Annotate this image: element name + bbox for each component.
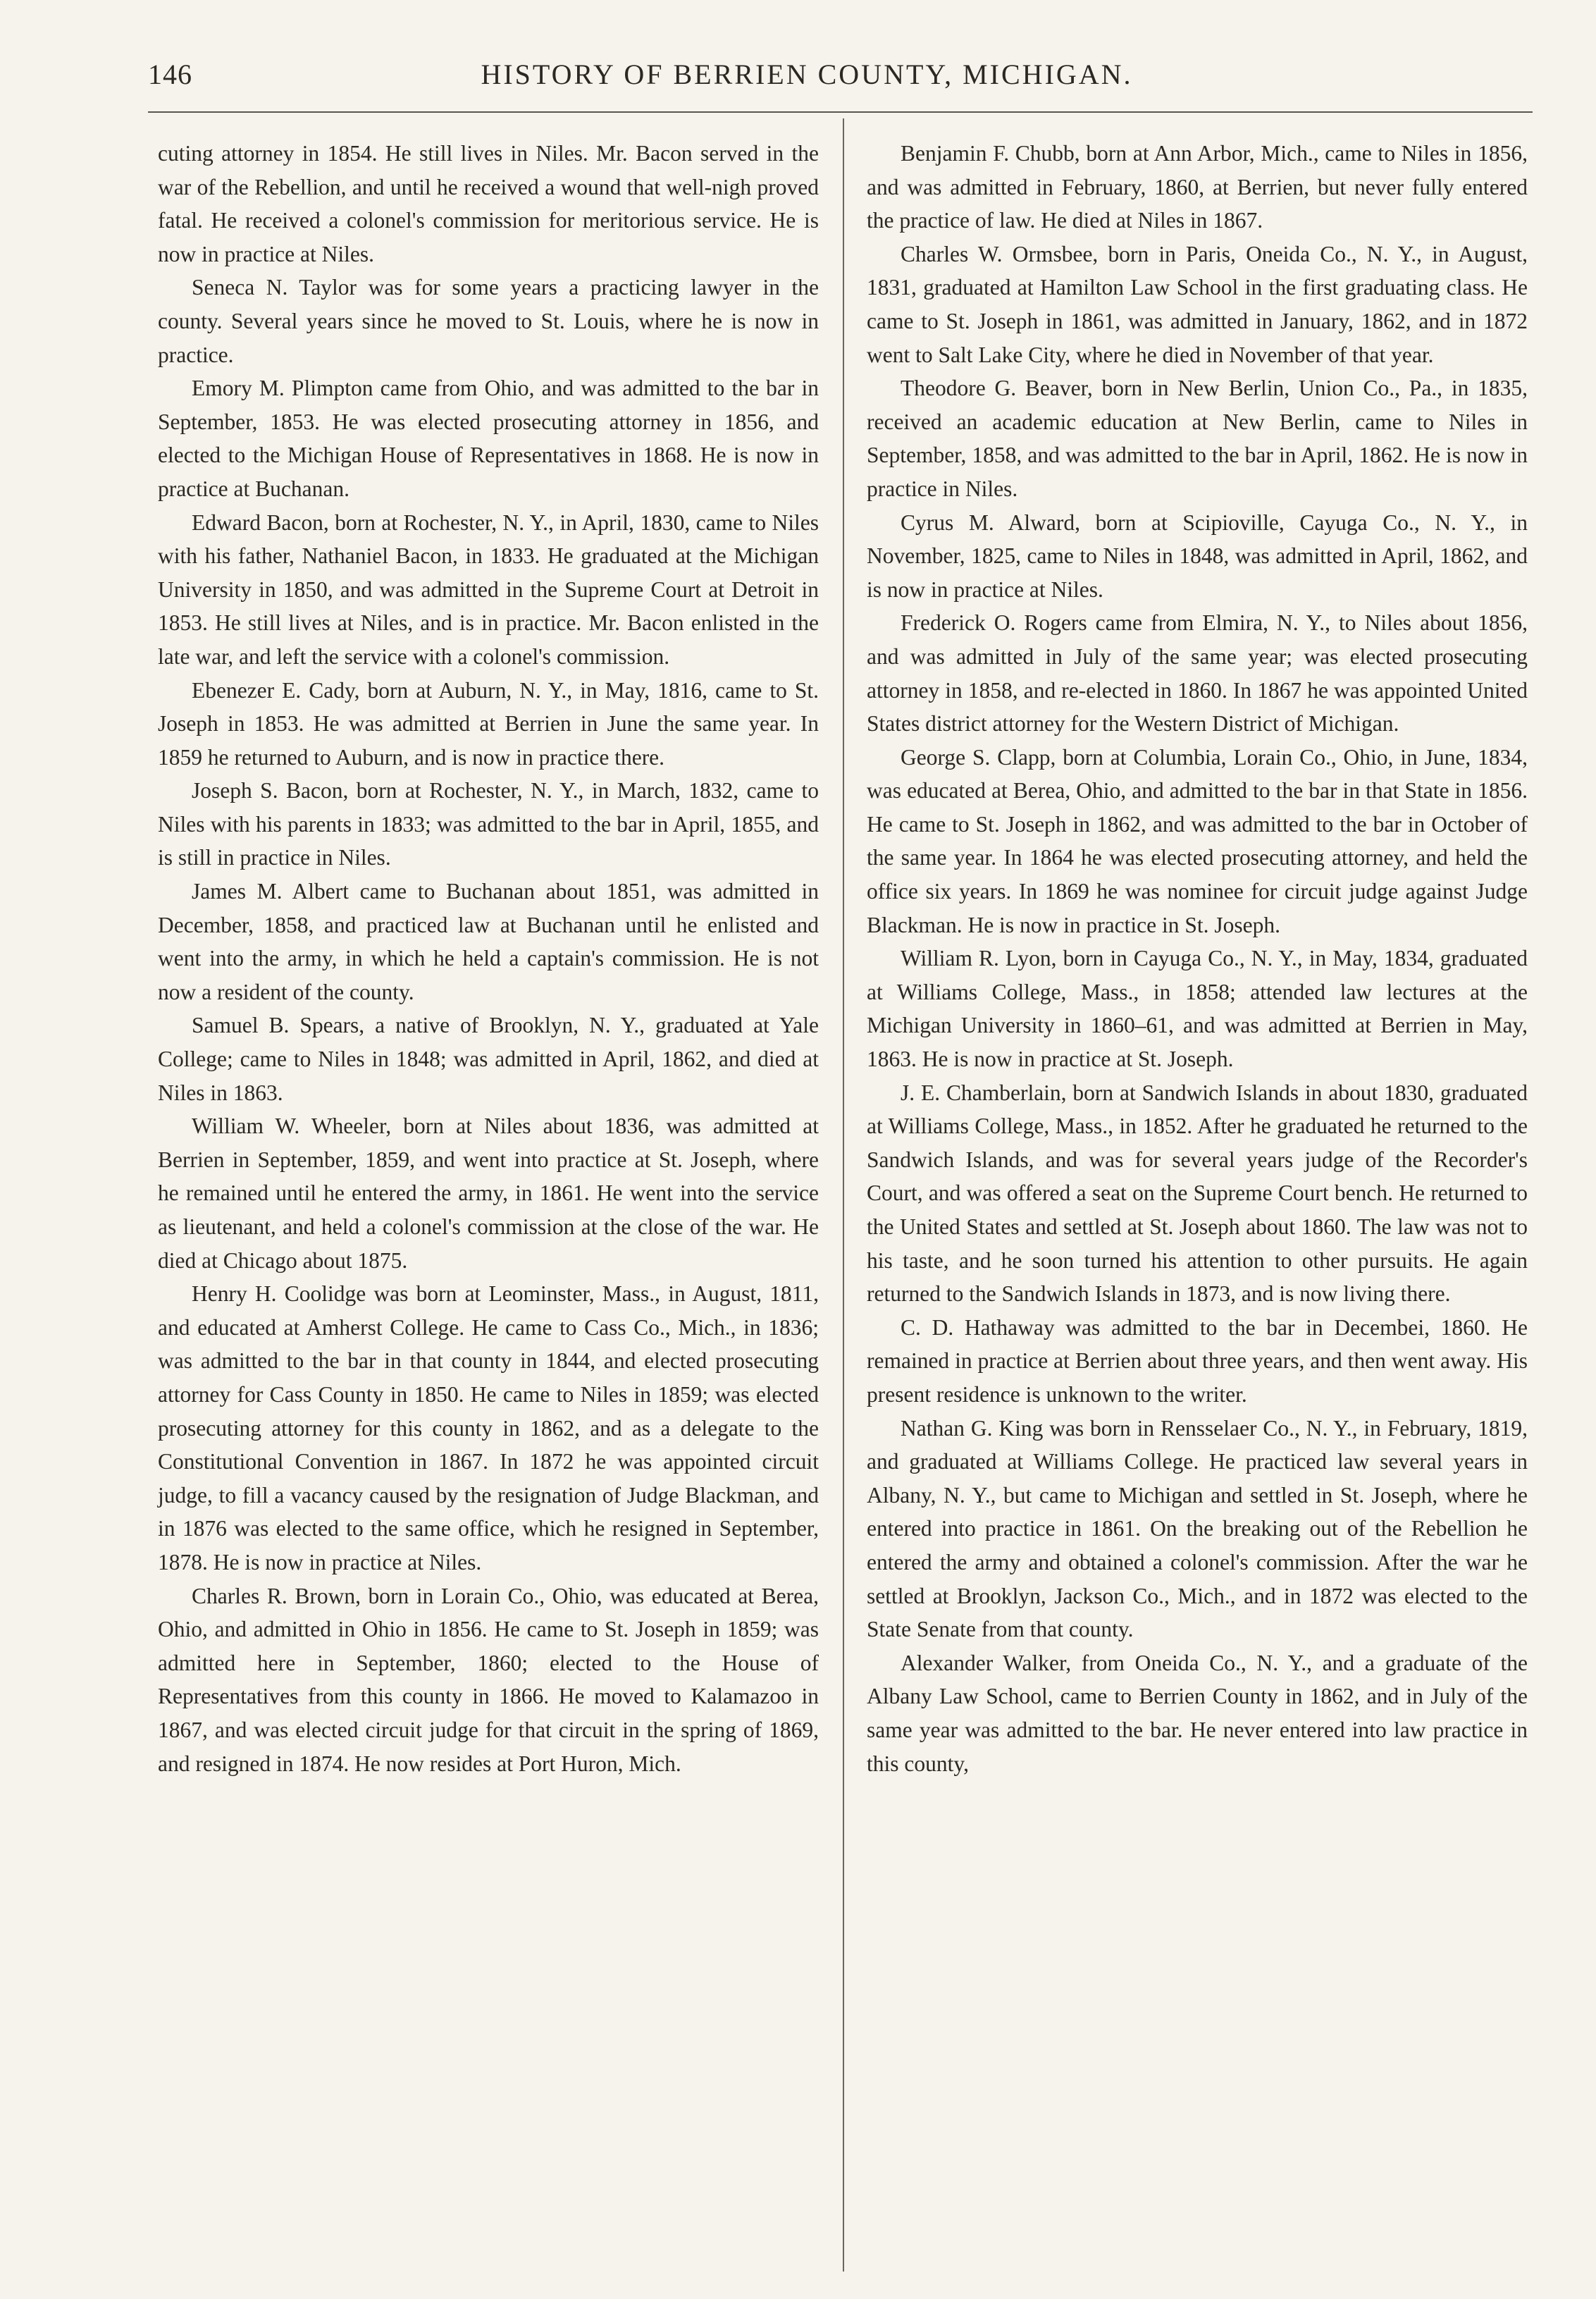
- paragraph: C. D. Hathaway was admitted to the bar in Decembei, 1860. He remained in practice at Berrien about three years, and then went away. His present residence is unknown to the writer.: [867, 1314, 1528, 1407]
- paragraph: Seneca N. Taylor was for some years a practicing lawyer in the county. Several years since he moved to St. Louis, where he is now in practice.: [158, 275, 819, 367]
- paragraph: James M. Albert came to Buchanan about 1851, was admitted in December, 1858, and practiced law at Buchanan until he enlisted and went into the army, in which he held a captain's commission. He is not now a resident of the county.: [158, 879, 819, 1004]
- running-title: HISTORY OF BERRIEN COUNTY, MICHIGAN.: [481, 58, 1133, 90]
- paragraph: J. E. Chamberlain, born at Sandwich Islands in about 1830, graduated at Williams College, Mass., in 1852. After he graduated he returned to the Sandwich Islands, and was for several years judge of the Recorder's Court, and was offered a seat on the Supreme Court bench. He returned to the United States and settled at St. Joseph about 1860. The law was not to his taste, and he soon turned his attention to other pursuits. He again returned to the Sandwich Islands in 1873, and is now living there.: [867, 1080, 1528, 1307]
- paragraph: Theodore G. Beaver, born in New Berlin, Union Co., Pa., in 1835, received an academic education at New Berlin, came to Niles in September, 1858, and was admitted to the bar in April, 1862. He is now in practice in Niles.: [867, 376, 1528, 501]
- paragraph: Frederick O. Rogers came from Elmira, N. Y., to Niles about 1856, and was admitted in July of the same year; was elected prosecuting attorney in 1858, and re-elected in 1860. In 1867 he was appointed United States district attorney for the Western District of Michigan.: [867, 610, 1528, 736]
- paragraph: Emory M. Plimpton came from Ohio, and was admitted to the bar in September, 1853. He was elected prosecuting attorney in 1856, and elected to the Michigan House of Representatives in 1868. He is now in practice at Buchanan.: [158, 376, 819, 501]
- paragraph: Samuel B. Spears, a native of Brooklyn, N. Y., graduated at Yale College; came to Niles in 1848; was admitted in April, 1862, and died at Niles in 1863.: [158, 1013, 819, 1105]
- page-header: [148, 58, 1466, 107]
- paragraph: cuting attorney in 1854. He still lives in Niles. Mr. Bacon served in the war of the Rebellion, and until he received a wound that well-nigh proved fatal. He received a colonel's commission for meritorious service. He is now in practice at Niles.: [158, 141, 819, 266]
- paragraph: Edward Bacon, born at Rochester, N. Y., in April, 1830, came to Niles with his father, Nathaniel Bacon, in 1833. He graduated at the Michigan University in 1850, and was admitted in the Supreme Court at Detroit in 1853. He still lives at Niles, and is in practice. Mr. Bacon enlisted in the late war, and left the service with a colonel's commission.: [158, 510, 819, 669]
- paragraph: Charles R. Brown, born in Lorain Co., Ohio, was educated at Berea, Ohio, and admitted in Ohio in 1856. He came to St. Joseph in 1859; was admitted here in September, 1860; elected to the House of Representatives from this county in 1866. He moved to Kalamazoo in 1867, and was elected circuit judge for that circuit in the spring of 1869, and resigned in 1874. He now resides at Port Huron, Mich.: [158, 1583, 819, 1776]
- page-number: 146: [148, 58, 192, 90]
- left-column: [158, 137, 819, 1780]
- paragraph: Henry H. Coolidge was born at Leominster, Mass., in August, 1811, and educated at Amherst College. He came to Cass Co., Mich., in 1836; was admitted to the bar in that county in 1844, and elected prosecuting attorney for Cass County in 1850. He came to Niles in 1859; was elected prosecuting attorney for this county in 1862, and as a delegate to the Constitutional Convention in 1867. In 1872 he was appointed circuit judge, to fill a vacancy caused by the resignation of Judge Blackman, and in 1876 was elected to the same office, which he resigned in September, 1878. He is now in practice at Niles.: [158, 1281, 819, 1574]
- paragraph: Cyrus M. Alward, born at Scipioville, Cayuga Co., N. Y., in November, 1825, came to Niles in 1848, was admitted in April, 1862, and is now in practice at Niles.: [867, 510, 1528, 602]
- paragraph: Charles W. Ormsbee, born in Paris, Oneida Co., N. Y., in August, 1831, graduated at Hamilton Law School in the first graduating class. He came to St. Joseph in 1861, was admitted in January, 1862, and in 1872 went to Salt Lake City, where he died in November of that year.: [867, 241, 1528, 367]
- paragraph: William R. Lyon, born in Cayuga Co., N. Y., in May, 1834, graduated at Williams College, Mass., in 1858; attended law lectures at the Michigan University in 1860–61, and was admitted at Berrien in May, 1863. He is now in practice at St. Joseph.: [867, 946, 1528, 1072]
- paragraph: Nathan G. King was born in Rensselaer Co., N. Y., in February, 1819, and graduated at Williams College. He practiced law several years in Albany, N. Y., but came to Michigan and settled in St. Joseph, where he entered into practice in 1861. On the breaking out of the Rebellion he entered the army and obtained a colonel's commission. After the war he settled at Brooklyn, Jackson Co., Mich., and in 1872 was elected to the State Senate from that county.: [867, 1415, 1528, 1642]
- paragraph: George S. Clapp, born at Columbia, Lorain Co., Ohio, in June, 1834, was educated at Berea, Ohio, and admitted to the bar in that State in 1856. He came to St. Joseph in 1862, and was admitted to the bar in October of the same year. In 1864 he was elected prosecuting attorney, and held the office six years. In 1869 he was nominee for circuit judge against Judge Blackman. He is now in practice in St. Joseph.: [867, 744, 1528, 937]
- header-rule: [148, 111, 1533, 113]
- paragraph: Benjamin F. Chubb, born at Ann Arbor, Mich., came to Niles in 1856, and was admitted in February, 1860, at Berrien, but never fully entered the practice of law. He died at Niles in 1867.: [867, 141, 1528, 233]
- paragraph: Ebenezer E. Cady, born at Auburn, N. Y., in May, 1816, came to St. Joseph in 1853. He was admitted at Berrien in June the same year. In 1859 he returned to Auburn, and is now in practice there.: [158, 677, 819, 770]
- column-divider: [843, 118, 844, 2272]
- right-column: [867, 137, 1528, 1780]
- paragraph: Alexander Walker, from Oneida Co., N. Y., and a graduate of the Albany Law School, came to Berrien County in 1862, and in July of the same year was admitted to the bar. He never entered into law practice in this county,: [867, 1650, 1528, 1776]
- paragraph: Joseph S. Bacon, born at Rochester, N. Y., in March, 1832, came to Niles with his parents in 1833; was admitted to the bar in April, 1855, and is still in practice in Niles.: [158, 778, 819, 870]
- paragraph: William W. Wheeler, born at Niles about 1836, was admitted at Berrien in September, 1859, and went into practice at St. Joseph, where he remained until he entered the army, in 1861. He went into the service as lieutenant, and held a colonel's commission at the close of the war. He died at Chicago about 1875.: [158, 1114, 819, 1273]
